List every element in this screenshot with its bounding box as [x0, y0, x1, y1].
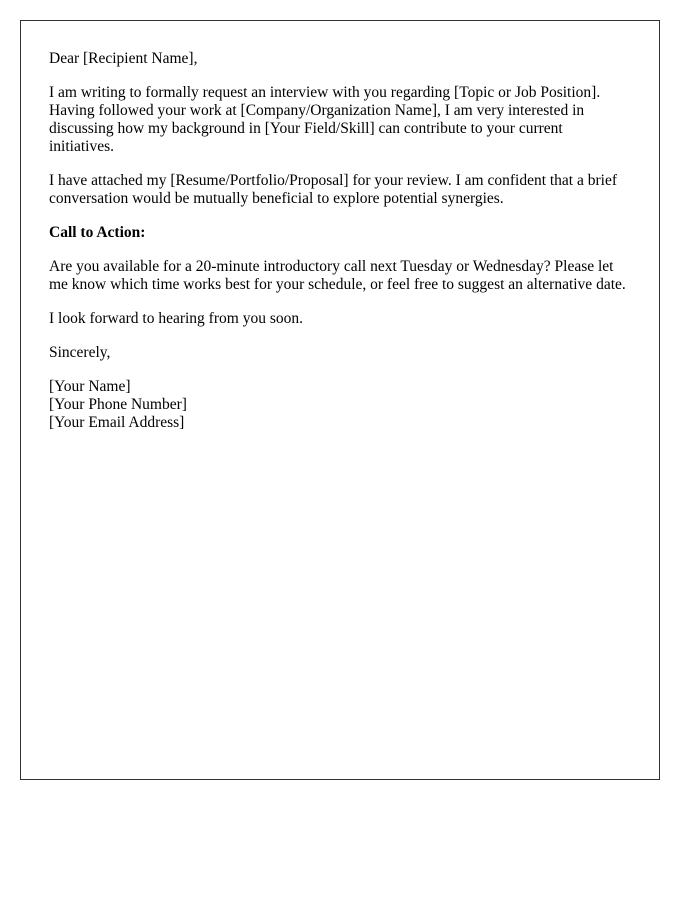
body-paragraph-attachment: I have attached my [Resume/Portfolio/Proposal] for your review. I am confident that a brief conversation would be mutually beneficial to explore potential synergies. — [49, 172, 618, 207]
body-paragraph-call-to-action: Are you available for a 20-minute introductory call next Tuesday or Wednesday? Please let me know which time works best for your schedule, or feel free to suggest an alternative date. — [49, 258, 626, 293]
call-to-action-heading: Call to Action: — [49, 224, 146, 241]
signature-block — [49, 378, 631, 432]
body-paragraph-intro: I am writing to formally request an interview with you regarding [Topic or Job Position]. Having followed your work at [Company/Organization Name], I am very interested in discussing how my background in [Your Field/Skill] can contribute to your current initiatives. — [49, 84, 601, 155]
body-paragraph-closing-remark: I look forward to hearing from you soon. — [49, 310, 303, 327]
closing: Sincerely, — [49, 344, 111, 361]
salutation: Dear [Recipient Name], — [49, 50, 198, 67]
signature-name: [Your Name] — [49, 378, 131, 395]
signature-email: [Your Email Address] — [49, 414, 185, 431]
signature-phone: [Your Phone Number] — [49, 396, 187, 413]
letter-page — [20, 20, 660, 780]
